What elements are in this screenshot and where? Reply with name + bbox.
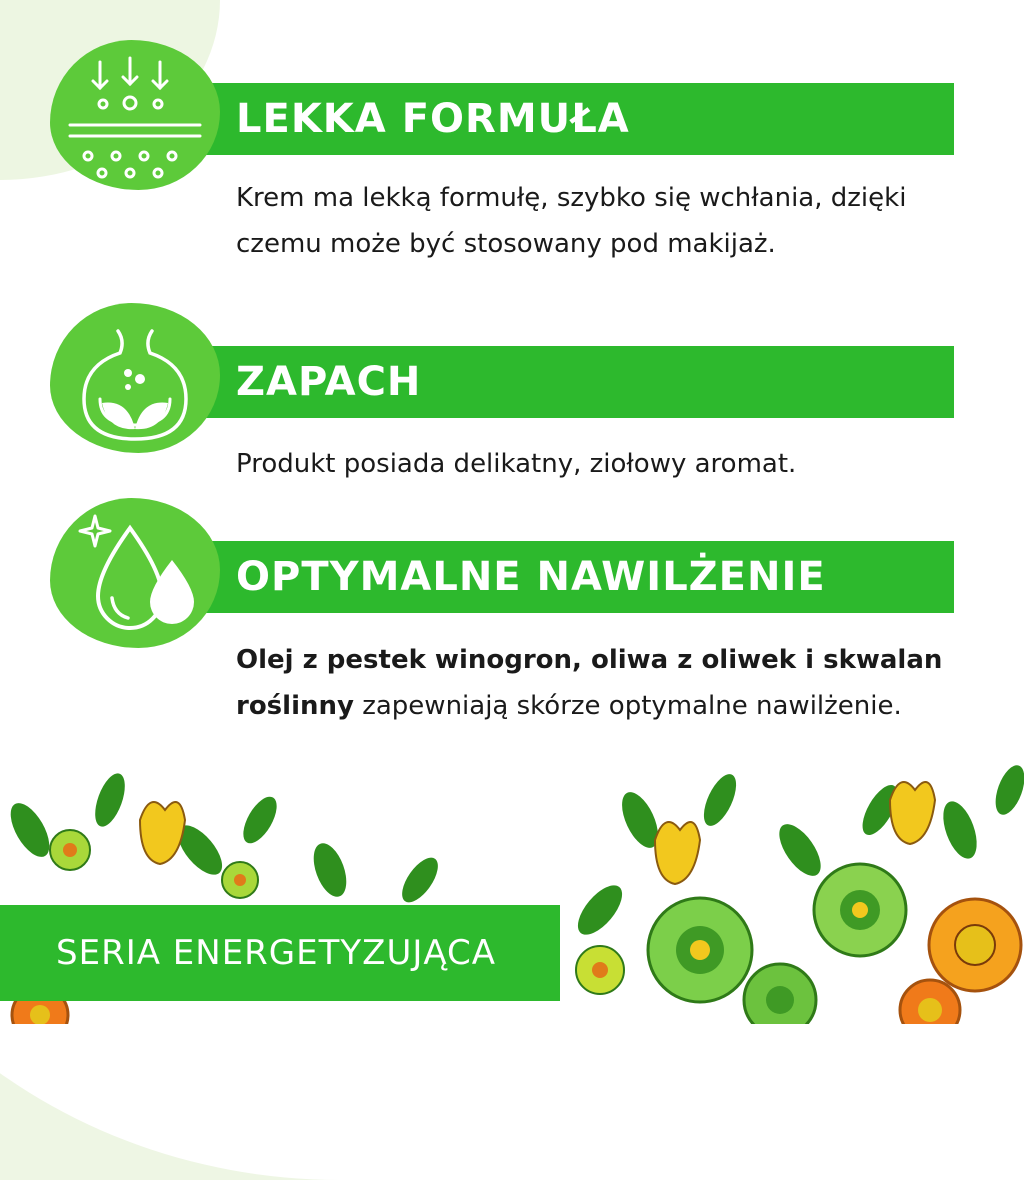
section-banner-optymalne-nawilzenie — [200, 541, 954, 613]
section-title: LEKKA FORMUŁA — [236, 96, 630, 142]
herbal-flask-icon — [50, 303, 220, 453]
section-description: Krem ma lekką formułę, szybko się wchłania, dzięki czemu może być stosowany pod makijaż. — [236, 183, 907, 259]
description-bold: Olej z pestek winogron, oliwa z oliwek i skwalan roślinny — [236, 645, 943, 721]
section-banner-lekka-formula — [200, 83, 954, 155]
water-drops-icon — [50, 498, 220, 648]
section-title: ZAPACH — [236, 359, 422, 405]
absorption-layers-icon — [50, 40, 220, 190]
description-rest: zapewniają skórze optymalne nawilżenie. — [353, 691, 902, 721]
series-label: SERIA ENERGETYZUJĄCA — [56, 933, 497, 973]
footer-banner — [0, 905, 560, 1001]
section-description — [236, 637, 956, 729]
section-banner-zapach — [200, 346, 954, 418]
section-description: Produkt posiada delikatny, ziołowy aromat. — [236, 449, 797, 479]
section-title: OPTYMALNE NAWILŻENIE — [236, 554, 826, 600]
